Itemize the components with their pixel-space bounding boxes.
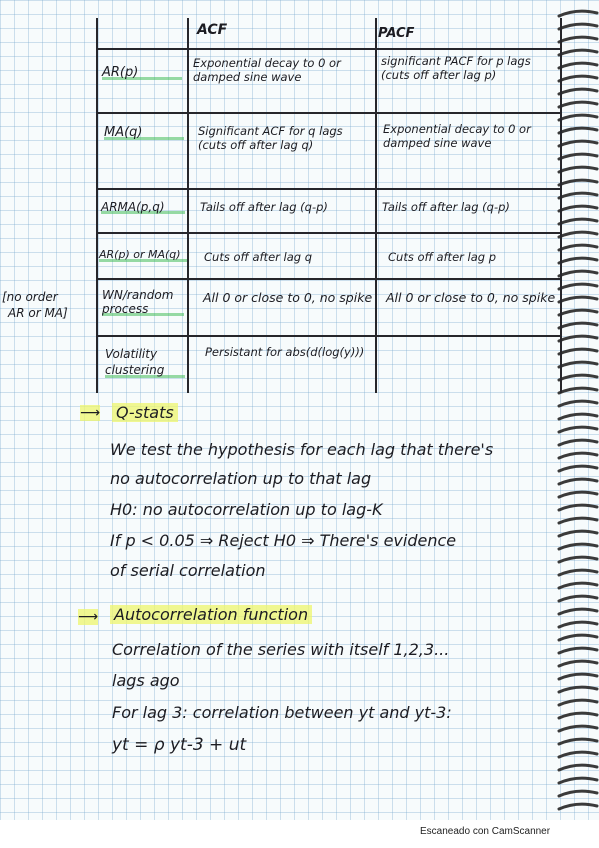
spiral-coil <box>559 713 597 718</box>
spiral-coil <box>559 50 597 55</box>
scanner-watermark: Escaneado con CamScanner <box>420 826 551 837</box>
spiral-coil <box>559 557 597 562</box>
spiral-coil <box>559 232 597 237</box>
spiral-coil <box>559 37 597 42</box>
spiral-coil <box>559 76 597 81</box>
row-acf-ma: Significant ACF for q lags (cuts off after lag q) <box>198 124 343 152</box>
arrow-icon: ⟶ <box>78 609 99 625</box>
acf-line-3: For lag 3: correlation between yt and yt-3: <box>112 703 452 722</box>
spiral-coil <box>559 570 597 575</box>
spiral-coil <box>559 401 597 406</box>
arrow-icon: ⟶ <box>80 405 101 421</box>
spiral-coil <box>559 219 597 224</box>
row-model-white-noise: WN/random process <box>102 288 184 316</box>
spiral-coil <box>559 609 597 614</box>
spiral-coil <box>559 414 597 419</box>
spiral-coil <box>559 323 597 328</box>
spiral-coil <box>559 180 597 185</box>
spiral-coil <box>559 700 597 705</box>
acf-line-1: Correlation of the series with itself 1,2,3... <box>112 640 450 659</box>
spiral-coil <box>559 453 597 458</box>
row-pacf-ar: significant PACF for p lags (cuts off after lag p) <box>381 54 531 82</box>
spiral-coil <box>559 596 597 601</box>
acf-section-heading: Autocorrelation function <box>110 605 312 624</box>
row-pacf-white-noise: All 0 or close to 0, no spike <box>386 290 556 305</box>
table-header-pacf: PACF <box>378 26 415 41</box>
table-line-horizontal-1 <box>96 48 561 50</box>
spiral-coil <box>559 726 597 731</box>
spiral-coil <box>559 505 597 510</box>
spiral-coil <box>559 336 597 341</box>
spiral-coil <box>559 687 597 692</box>
spiral-coil <box>559 193 597 198</box>
spiral-coil <box>559 518 597 523</box>
row-pacf-ar-or-ma: Cuts off after lag p <box>388 250 497 264</box>
q-stats-line-1: We test the hypothesis for each lag that there's <box>110 440 494 459</box>
q-stats-line-3: H0: no autocorrelation up to lag-K <box>110 500 383 519</box>
row-acf-ar: Exponential decay to 0 or damped sine wave <box>193 56 341 84</box>
row-model-ar-or-ma: AR(p) or MA(q) <box>99 248 187 262</box>
spiral-coil <box>559 271 597 276</box>
spiral-coil <box>559 11 597 16</box>
spiral-coil <box>559 752 597 757</box>
row-model-ar: AR(p) <box>102 66 182 80</box>
row-model-ma: MA(q) <box>104 126 184 140</box>
q-stats-line-4: If p < 0.05 ⇒ Reject H0 ⇒ There's evidence <box>110 531 457 550</box>
spiral-coil <box>559 765 597 770</box>
table-line-vertical-3 <box>375 18 377 393</box>
spiral-coil <box>559 739 597 744</box>
spiral-coil <box>559 115 597 120</box>
spiral-coil <box>559 427 597 432</box>
spiral-coil <box>559 284 597 289</box>
q-stats-line-2: no autocorrelation up to that lag <box>110 469 372 488</box>
spiral-coil <box>559 375 597 380</box>
row-acf-arma: Tails off after lag (q-p) <box>200 200 328 214</box>
table-line-horizontal-4 <box>96 232 561 234</box>
spiral-coil <box>559 141 597 146</box>
table-line-horizontal-5 <box>96 278 561 280</box>
spiral-coil <box>559 310 597 315</box>
spiral-coil <box>559 466 597 471</box>
spiral-coil <box>559 440 597 445</box>
spiral-coil <box>559 297 597 302</box>
acf-line-2: lags ago <box>112 671 180 690</box>
spiral-coil <box>559 648 597 653</box>
spiral-binding <box>555 0 599 820</box>
spiral-coil <box>559 791 597 796</box>
spiral-coil <box>559 674 597 679</box>
spiral-coil <box>559 128 597 133</box>
table-line-vertical-1 <box>96 18 98 393</box>
table-line-vertical-4 <box>560 18 562 393</box>
spiral-coil <box>559 206 597 211</box>
row-acf-volatility: Persistant for abs(d(log(y))) <box>205 345 365 359</box>
row-pacf-ma: Exponential decay to 0 or damped sine wave <box>383 122 531 150</box>
spiral-coil <box>559 635 597 640</box>
spiral-coil <box>559 492 597 497</box>
table-line-horizontal-2 <box>96 112 561 114</box>
table-line-vertical-2 <box>187 18 189 393</box>
row-acf-white-noise: All 0 or close to 0, no spike <box>203 290 373 305</box>
row-model-volatility: Volatility clustering <box>105 346 185 378</box>
spiral-coil <box>559 102 597 107</box>
spiral-coil <box>559 245 597 250</box>
spiral-coil <box>559 89 597 94</box>
spiral-coil <box>559 24 597 29</box>
q-stats-heading: Q-stats <box>112 403 178 422</box>
table-line-horizontal-6 <box>96 335 561 337</box>
spiral-coil <box>559 258 597 263</box>
acf-formula: yt = ρ yt-3 + ut <box>112 735 247 755</box>
margin-note-line-2: AR or MA] <box>8 306 68 320</box>
spiral-coil <box>559 531 597 536</box>
spiral-coil <box>559 154 597 159</box>
spiral-coil <box>559 583 597 588</box>
spiral-coil <box>559 362 597 367</box>
row-pacf-arma: Tails off after lag (q-p) <box>382 200 510 214</box>
spiral-coil <box>559 167 597 172</box>
table-line-horizontal-3 <box>96 188 561 190</box>
spiral-coil <box>559 63 597 68</box>
row-acf-ar-or-ma: Cuts off after lag q <box>204 250 313 264</box>
table-header-acf: ACF <box>197 22 228 38</box>
spiral-coil <box>559 804 597 809</box>
spiral-coil <box>559 661 597 666</box>
q-stats-line-5: of serial correlation <box>110 561 266 580</box>
spiral-coil <box>559 349 597 354</box>
spiral-coil <box>559 544 597 549</box>
spiral-coil <box>559 778 597 783</box>
margin-note-line-1: [no order <box>2 290 58 304</box>
spiral-coil <box>559 388 597 393</box>
spiral-coil <box>559 622 597 627</box>
spiral-coil <box>559 479 597 484</box>
row-model-arma: ARMA(p,q) <box>101 200 185 214</box>
